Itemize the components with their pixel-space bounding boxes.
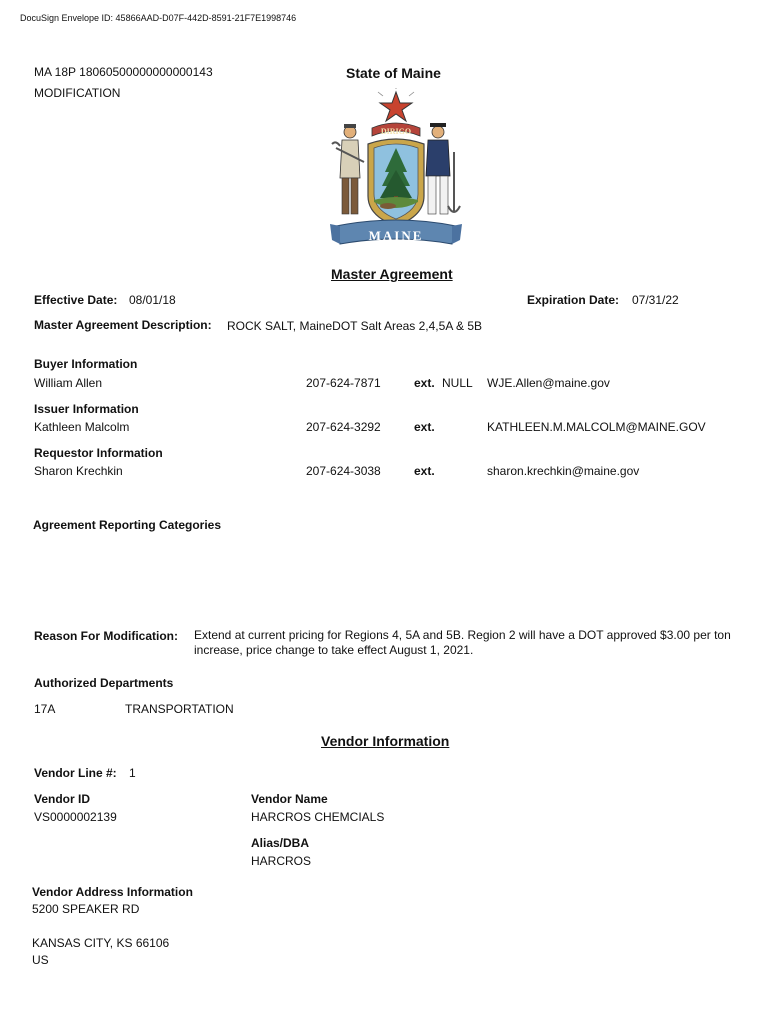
seal-banner-text: MAINE xyxy=(368,228,424,243)
document-number: MA 18P 18060500000000000143 xyxy=(34,65,213,79)
buyer-phone: 207-624-7871 xyxy=(306,376,381,390)
reason-label: Reason For Modification: xyxy=(34,629,178,643)
reporting-categories-label: Agreement Reporting Categories xyxy=(33,518,222,532)
issuer-info-label: Issuer Information xyxy=(34,402,139,416)
north-star-icon xyxy=(380,92,412,121)
seal-motto: DIRIGO xyxy=(380,127,412,136)
expiration-date-value: 07/31/22 xyxy=(632,293,679,307)
requestor-phone: 207-624-3038 xyxy=(306,464,381,478)
vendor-name-value: HARCROS CHEMCIALS xyxy=(251,810,385,824)
description-value: ROCK SALT, MaineDOT Salt Areas 2,4,5A & 5B xyxy=(227,319,483,333)
vendor-line-value: 1 xyxy=(129,766,136,780)
issuer-phone: 207-624-3292 xyxy=(306,420,381,434)
requestor-email: sharon.krechkin@maine.gov xyxy=(487,464,640,478)
vendor-id-label: Vendor ID xyxy=(34,792,91,806)
description-label: Master Agreement Description: xyxy=(34,318,212,332)
requestor-name: Sharon Krechkin xyxy=(34,464,123,478)
vendor-line-label: Vendor Line #: xyxy=(34,766,117,780)
issuer-ext-label: ext. xyxy=(414,420,435,434)
authorized-departments-label: Authorized Departments xyxy=(34,676,174,690)
buyer-name: William Allen xyxy=(34,376,103,390)
envelope-id: DocuSign Envelope ID: 45866AAD-D07F-442D-8591-21F7E1998746 xyxy=(20,13,297,23)
vendor-id-value: VS0000002139 xyxy=(34,810,117,824)
alias-label: Alias/DBA xyxy=(251,836,310,850)
master-agreement-title: Master Agreement xyxy=(331,266,453,282)
buyer-info-label: Buyer Information xyxy=(34,357,138,371)
requestor-info-label: Requestor Information xyxy=(34,446,163,460)
vendor-street: 5200 SPEAKER RD xyxy=(32,902,140,916)
buyer-ext: NULL xyxy=(442,376,473,390)
vendor-name-label: Vendor Name xyxy=(251,792,328,806)
requestor-ext-label: ext. xyxy=(414,464,435,478)
vendor-country: US xyxy=(32,953,49,967)
state-seal-image xyxy=(328,88,464,258)
effective-date-label: Effective Date: xyxy=(34,293,118,307)
issuer-email: KATHLEEN.M.MALCOLM@MAINE.GOV xyxy=(487,420,706,434)
vendor-address-label: Vendor Address Information xyxy=(32,885,193,899)
buyer-email: WJE.Allen@maine.gov xyxy=(487,376,610,390)
effective-date-value: 08/01/18 xyxy=(129,293,176,307)
buyer-ext-label: ext. xyxy=(414,376,435,390)
reason-value: Extend at current pricing for Regions 4, 5A and 5B. Region 2 will have a DOT approved $3.00 per ton increase, price change to take effect August 1, 2021. xyxy=(194,628,731,657)
issuer-name: Kathleen Malcolm xyxy=(34,420,130,434)
expiration-date-label: Expiration Date: xyxy=(527,293,620,307)
alias-value: HARCROS xyxy=(251,854,312,868)
vendor-city: KANSAS CITY, KS 66106 xyxy=(32,936,170,950)
document-type: MODIFICATION xyxy=(34,86,121,100)
vendor-info-title: Vendor Information xyxy=(321,733,450,749)
department-name: TRANSPORTATION xyxy=(125,702,234,716)
department-code: 17A xyxy=(34,702,56,716)
state-title: State of Maine xyxy=(346,65,441,81)
